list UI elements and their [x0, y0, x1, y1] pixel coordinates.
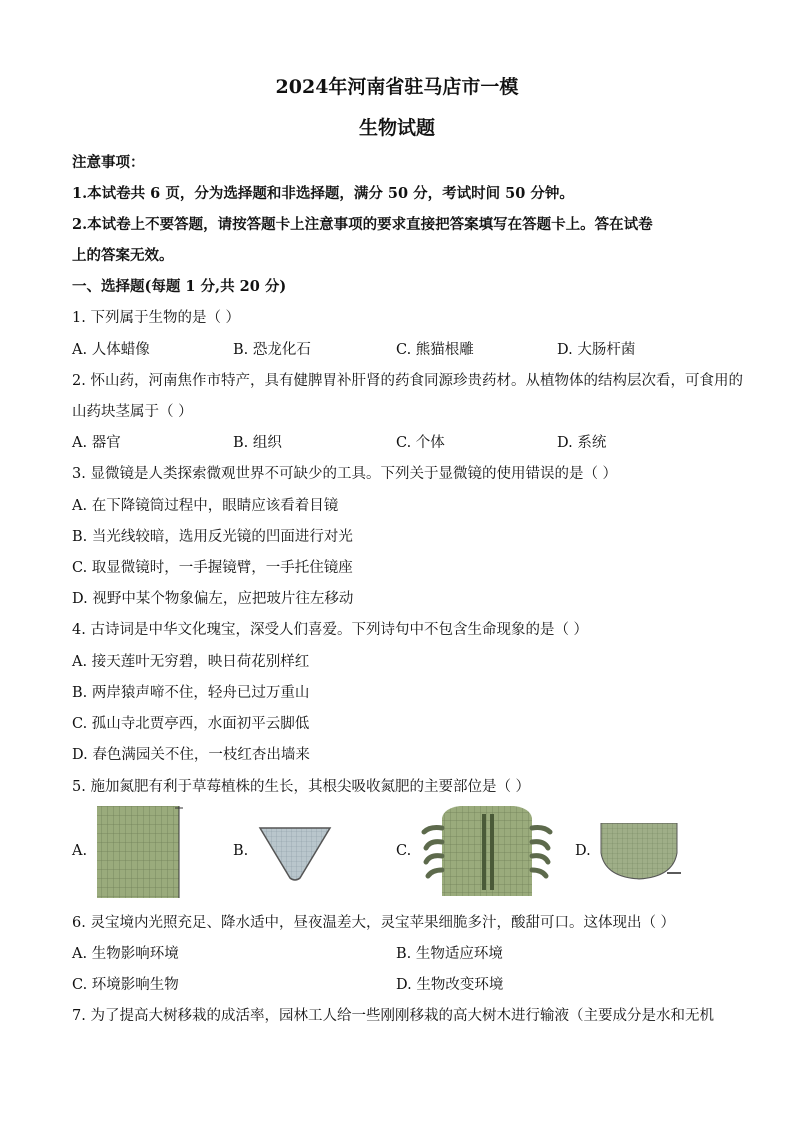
- question-2-option-a: A. 器官: [72, 435, 121, 451]
- exam-title: 2024年河南省驻马店市一模: [275, 76, 519, 98]
- question-6-option-a: A. 生物影响环境: [72, 946, 179, 962]
- question-3-option-a: A. 在下降镜筒过程中，眼睛应该看着目镜: [72, 498, 339, 514]
- question-5-option-a-label: A.: [72, 843, 88, 859]
- notice-item-1: 1.本试卷共 6 页，分为选择题和非选择题，满分 50 分，考试时间 50 分钟。: [72, 185, 574, 202]
- question-6-option-d: D. 生物改变环境: [396, 977, 504, 993]
- exam-subtitle: 生物试题: [358, 117, 435, 139]
- question-6-option-b: B. 生物适应环境: [396, 946, 503, 962]
- question-1-option-b: B. 恐龙化石: [233, 342, 311, 358]
- root-tip-meristem-zone-image: [597, 823, 683, 883]
- question-5-option-c-label: C.: [396, 843, 412, 859]
- question-4-option-b: B. 两岸猿声啼不住，轻舟已过万重山: [72, 685, 310, 701]
- notice-item-2-line-2: 上的答案无效。: [72, 247, 174, 264]
- section-heading: 一、选择题(每题 1 分,共 20 分): [72, 278, 287, 295]
- question-2-stem-line-1: 2. 怀山药，河南焦作市特产，具有健脾胃补肝肾的药食同源珍贵药材。从植物体的结构层次看，可食用的: [72, 373, 743, 389]
- root-tip-root-hair-zone-image: [420, 804, 554, 896]
- question-6-stem: 6. 灵宝境内光照充足、降水适中，昼夜温差大，灵宝苹果细脆多汁，酸甜可口。这体现出（ ）: [72, 915, 676, 931]
- question-1-option-d: D. 大肠杆菌: [557, 342, 636, 358]
- question-4-option-d: D. 春色满园关不住，一枝红杏出墙来: [72, 747, 310, 763]
- question-2-stem-line-2: 山药块茎属于（ ）: [72, 404, 193, 420]
- question-1-option-a: A. 人体蜡像: [72, 342, 150, 358]
- root-tip-root-cap-image: [256, 826, 334, 882]
- question-1-option-c: C. 熊猫根雕: [396, 342, 474, 358]
- question-3-option-b: B. 当光线较暗，选用反光镜的凹面进行对光: [72, 529, 353, 545]
- question-1-stem: 1. 下列属于生物的是（ ）: [72, 310, 241, 326]
- question-6-option-c: C. 环境影响生物: [72, 977, 179, 993]
- question-3-option-d: D. 视野中某个物象偏左，应把玻片往左移动: [72, 591, 354, 607]
- question-3-option-c: C. 取显微镜时，一手握镜臂，一手托住镜座: [72, 560, 353, 576]
- question-3-stem: 3. 显微镜是人类探索微观世界不可缺少的工具。下列关于显微镜的使用错误的是（ ）: [72, 466, 618, 482]
- question-2-option-b: B. 组织: [233, 435, 282, 451]
- question-5-option-d-label: D.: [575, 843, 591, 859]
- question-2-option-d: D. 系统: [557, 435, 607, 451]
- question-4-stem: 4. 古诗词是中华文化瑰宝，深受人们喜爱。下列诗句中不包含生命现象的是（ ）: [72, 622, 589, 638]
- question-4-option-c: C. 孤山寺北贾亭西，水面初平云脚低: [72, 716, 310, 732]
- notice-item-2-line-1: 2.本试卷上不要答题，请按答题卡上注意事项的要求直接把答案填写在答题卡上。答在试卷: [72, 216, 653, 233]
- question-5-stem: 5. 施加氮肥有利于草莓植株的生长，其根尖吸收氮肥的主要部位是（ ）: [72, 779, 531, 795]
- question-7-stem: 7. 为了提高大树移栽的成活率，园林工人给一些刚刚移栽的高大树木进行输液（主要成分是水和无机: [72, 1008, 714, 1024]
- root-tip-maturation-zone-image: [95, 806, 185, 898]
- question-4-option-a: A. 接天莲叶无穷碧，映日荷花别样红: [72, 654, 310, 670]
- question-5-option-b-label: B.: [233, 843, 249, 859]
- notice-heading: 注意事项：: [72, 154, 145, 171]
- question-2-option-c: C. 个体: [396, 435, 445, 451]
